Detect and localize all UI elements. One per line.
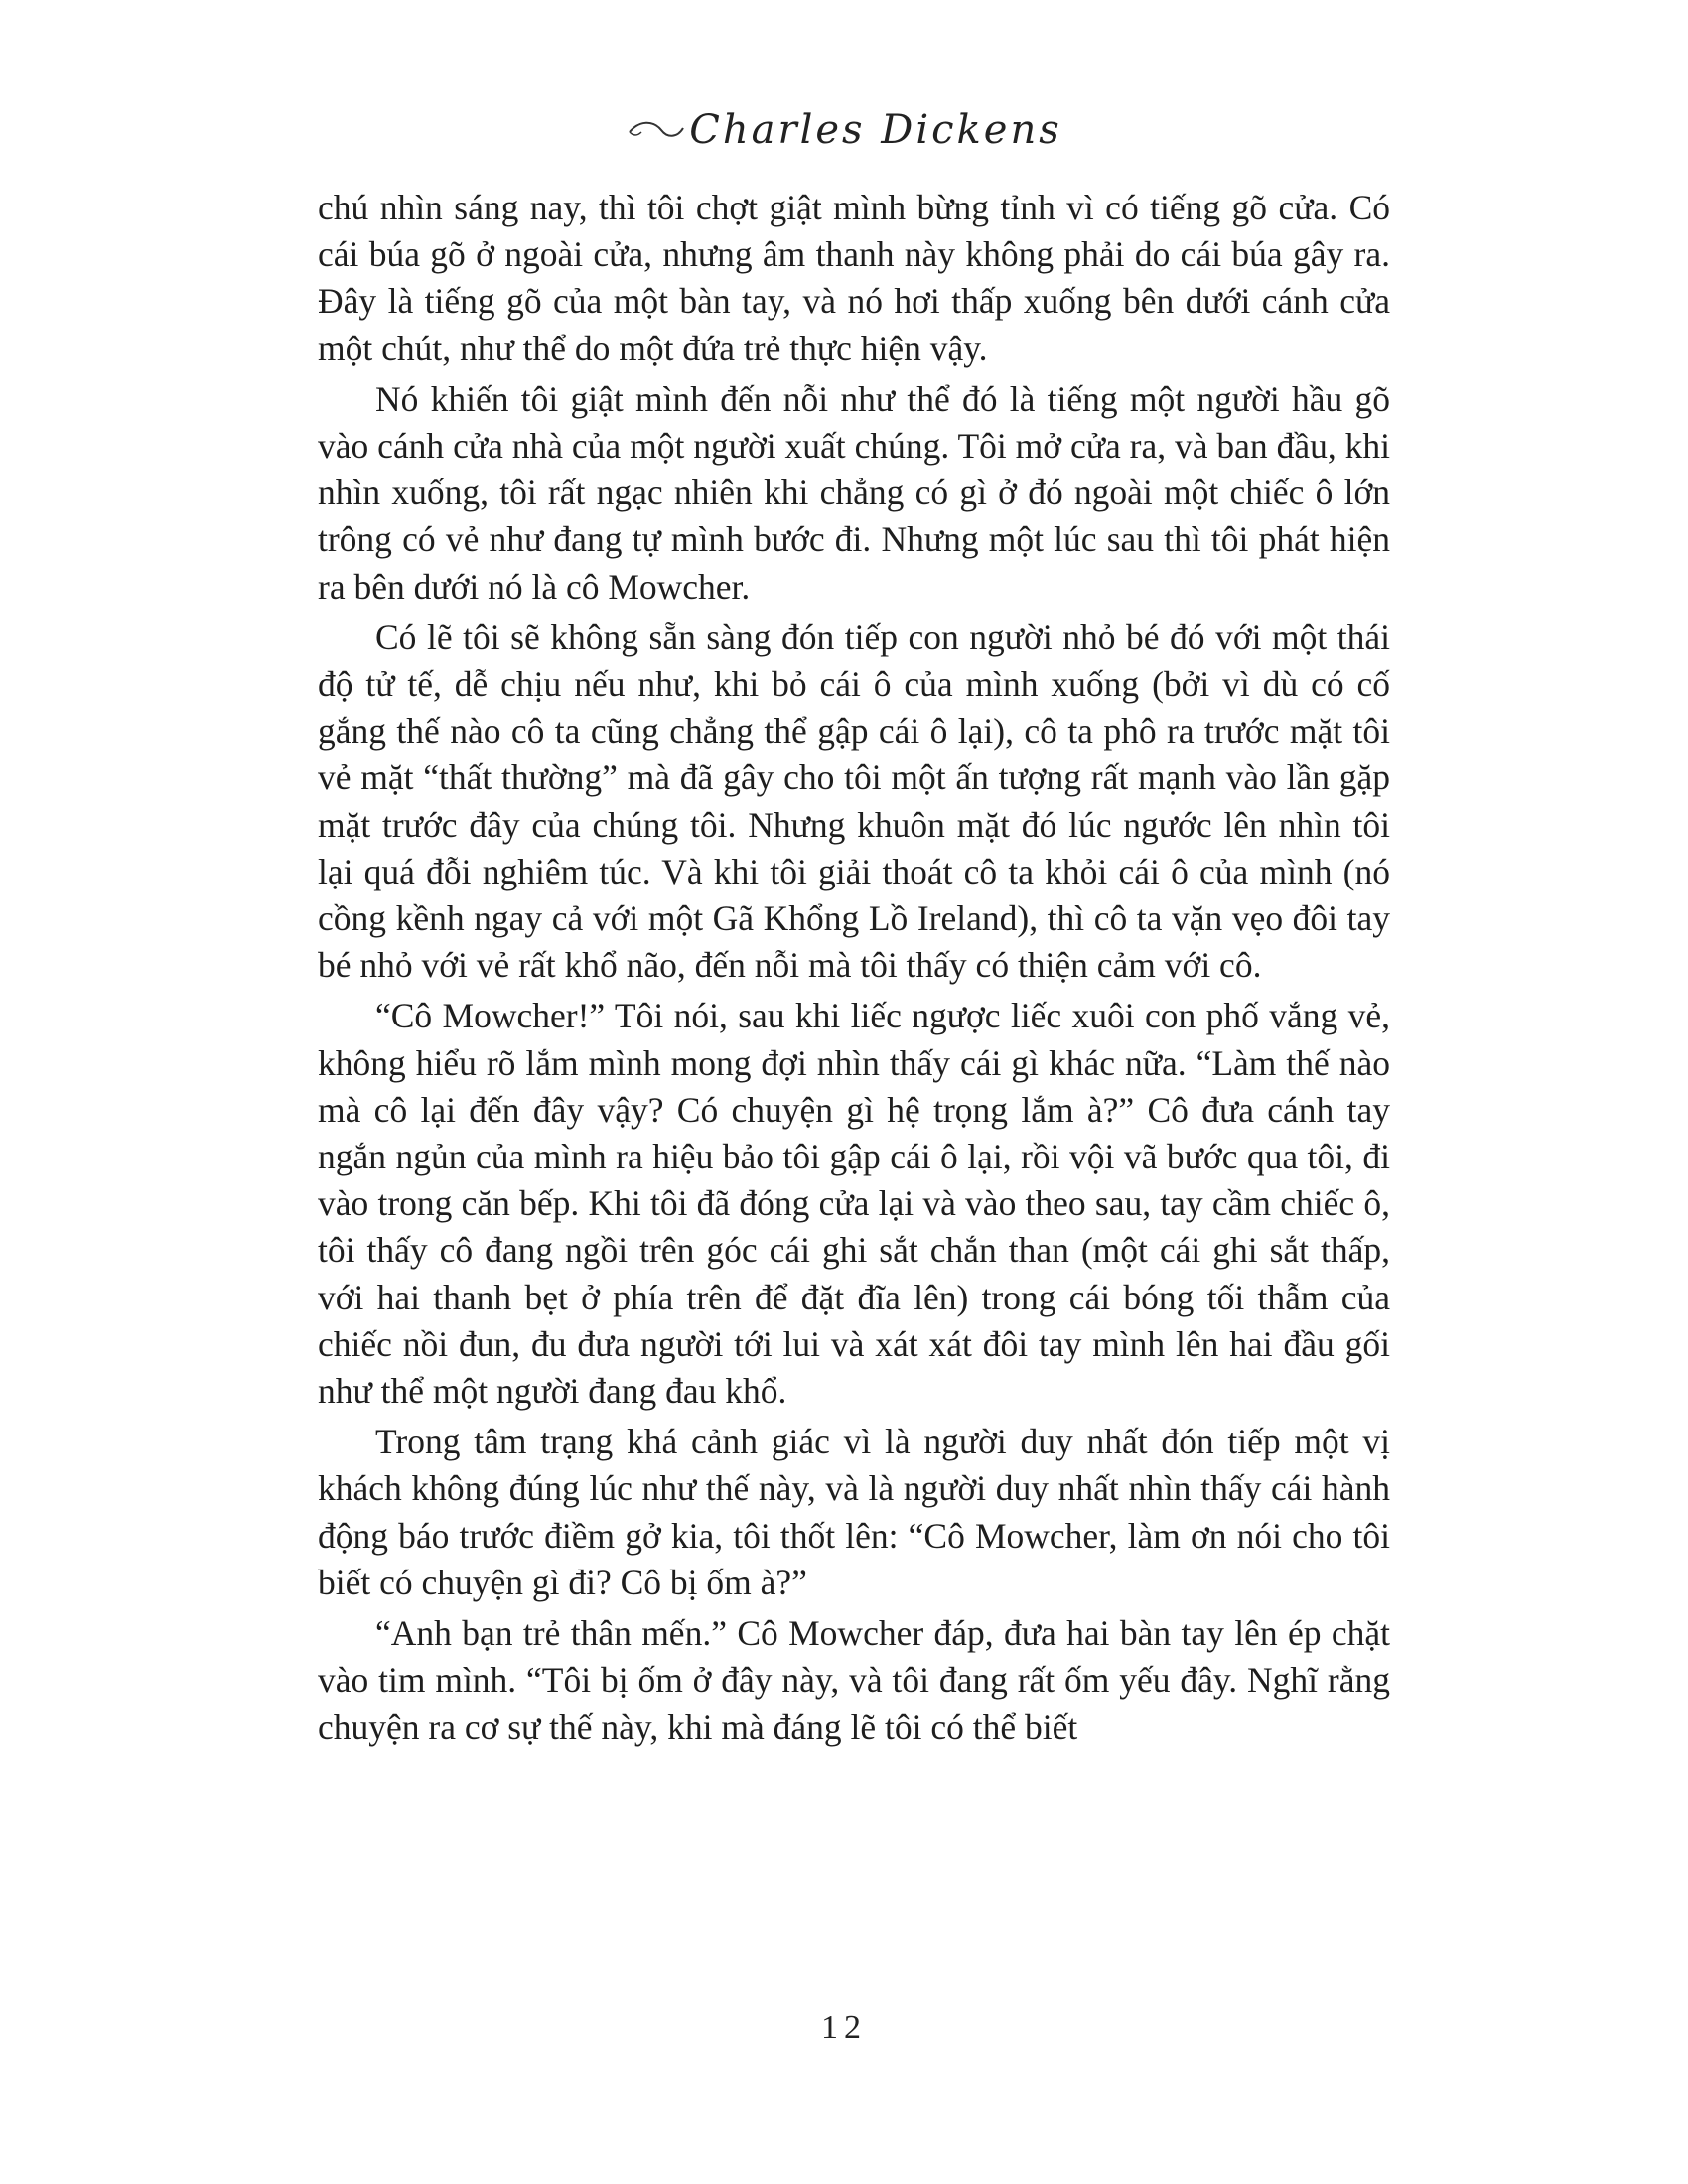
paragraph-2: Nó khiến tôi giật mình đến nỗi như thể đó là tiếng một người hầu gõ vào cánh cửa nhà của một người xuất chúng. Tôi mở cửa ra, và ban đầu, khi nhìn xuống, tôi rất ngạc nhiên khi chẳng có gì ở đó ngoài một chiếc ô lớn trông có vẻ như đang tự mình bước đi. Nhưng một lúc sau thì tôi phát hiện ra bên dưới nó là cô Mowcher. (318, 378, 1390, 607)
flourish-ornament-icon (626, 110, 685, 150)
body-text (318, 185, 1390, 1755)
paragraph-6: “Anh bạn trẻ thân mến.” Cô Mowcher đáp, đưa hai bàn tay lên ép chặt vào tim mình. “Tôi bị ốm ở đây này, và tôi đang rất ốm yếu đây. Nghĩ rằng chuyện ra cơ sự thế này, khi mà đáng lẽ tôi có thể biết (318, 1613, 1390, 1747)
paragraph-4: “Cô Mowcher!” Tôi nói, sau khi liếc ngược liếc xuôi con phố vắng vẻ, không hiểu rõ lắm mình mong đợi nhìn thấy cái gì khác nữa. “Làm thế nào mà cô lại đến đây vậy? Có chuyện gì hệ trọng lắm à?” Cô đưa cánh tay ngắn ngủn của mình ra hiệu bảo tôi gập cái ô lại, rồi vội vã bước qua tôi, đi vào trong căn bếp. Khi tôi đã đóng cửa lại và vào theo sau, tay cầm chiếc ô, tôi thấy cô đang ngồi trên góc cái ghi sắt chắn than (một cái ghi sắt thấp, với hai thanh bẹt ở phía trên để đặt đĩa lên) trong cái bóng tối thẫm của chiếc nồi đun, đu đưa người tới lui và xát xát đôi tay mình lên hai đầu gối như thể một người đang đau khổ. (318, 996, 1390, 1412)
paragraph-5: Trong tâm trạng khá cảnh giác vì là người duy nhất đón tiếp một vị khách không đúng lúc như thế này, và là người duy nhất nhìn thấy cái hành động báo trước điềm gở kia, tôi thốt lên: “Cô Mowcher, làm ơn nói cho tôi biết có chuyện gì đi? Cô bị ốm à?” (318, 1422, 1390, 1602)
paragraph-1: chú nhìn sáng nay, thì tôi chợt giật mình bừng tỉnh vì có tiếng gõ cửa. Có cái búa gõ ở ngoài cửa, nhưng âm thanh này không phải do cái búa gây ra. Đây là tiếng gõ của một bàn tay, và nó hơi thấp xuống bên dưới cánh cửa một chút, như thể do một đứa trẻ thực hiện vậy. (318, 188, 1390, 368)
running-header (0, 95, 1688, 165)
running-title: Charles Dickens (689, 107, 1062, 153)
page-number: 12 (821, 2009, 867, 2046)
paragraph-3: Có lẽ tôi sẽ không sẵn sàng đón tiếp con người nhỏ bé đó với một thái độ tử tế, dễ chịu nếu như, khi bỏ cái ô của mình xuống (bởi vì dù có cố gắng thế nào cô ta cũng chẳng thể gập cái ô lại), cô ta phô ra trước mặt tôi vẻ mặt “thất thường” mà đã gây cho tôi một ấn tượng rất mạnh vào lần gặp mặt trước đây của chúng tôi. Nhưng khuôn mặt đó lúc ngước lên nhìn tôi lại quá đỗi nghiêm túc. Và khi tôi giải thoát cô ta khỏi cái ô của mình (nó cồng kềnh ngay cả với một Gã Khổng Lồ Ireland), thì cô ta vặn vẹo đôi tay bé nhỏ với vẻ rất khổ não, đến nỗi mà tôi thấy có thiện cảm với cô. (318, 616, 1390, 986)
